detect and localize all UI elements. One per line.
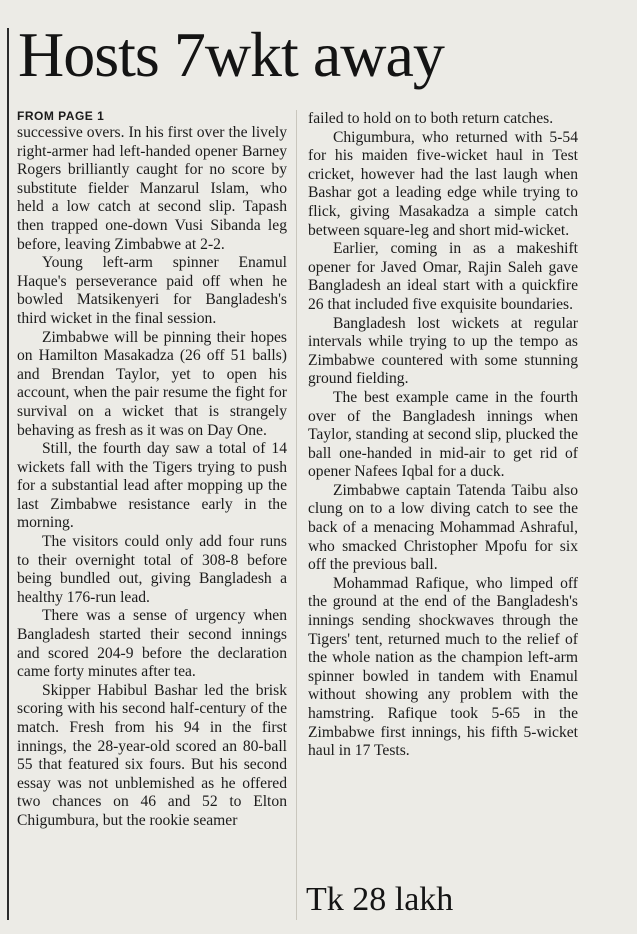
paragraph: Chigumbura, who returned with 5-54 for his maiden five-wicket haul in Test cricket, however had the last laugh when Bashar got a leading edge while trying to flick, giving Masakadza a simple catch between square-leg and short mid-wicket. — [308, 128, 578, 239]
article-column-right — [308, 110, 578, 761]
column-rule — [7, 28, 9, 920]
paragraph: Still, the fourth day saw a total of 14 wickets fall with the Tigers trying to push for a substantial lead after mopping up the last Zimbabwe resistance early in the morning. — [17, 440, 287, 532]
paragraph: Zimbabwe will be pinning their hopes on Hamilton Masakadza (26 off 51 balls) and Brendan Taylor, yet to open his account, when the pair resume the fight for survival on a wicket that is strangely behaving as fresh as it was on Day One. — [17, 328, 287, 439]
paragraph: Young left-arm spinner Enamul Haque's perseverance paid off when he bowled Matsikenyeri for Bangladesh's third wicket in the final session. — [17, 254, 287, 327]
paragraph: The best example came in the fourth over of the Bangladesh innings when Taylor, standing at second slip, plucked the ball one-handed in mid-air to get rid of opener Nafees Iqbal for a duck. — [308, 388, 578, 481]
article-headline: Hosts 7wkt away — [18, 19, 444, 90]
article-column-left — [17, 108, 287, 831]
paragraph: There was a sense of urgency when Bangladesh started their second innings and scored 204-9 before the declaration came forty minutes after tea. — [17, 607, 287, 681]
paragraph: Bangladesh lost wickets at regular intervals while trying to up the tempo as Zimbabwe countered with some stunning ground fielding. — [308, 314, 578, 388]
paragraph: Zimbabwe captain Tatenda Taibu also clung on to a low diving catch to see the back of a menacing Mohammad Ashraful, who smacked Christopher Mpofu for six off the previous ball. — [308, 481, 578, 574]
paragraph: Skipper Habibul Bashar led the brisk scoring with his second half-century of the match. Fresh from his 94 in the first innings, the 28-year-old scored an 80-ball 55 that featured six fours. But his second essay was not unblemished as he offered two chances on 46 and 52 to Elton Chigumbura, but the rookie seamer — [17, 681, 287, 829]
continuation-kicker: FROM PAGE 1 — [17, 109, 105, 123]
paragraph: Mohammad Rafique, who limped off the ground at the end of the Bangladesh's innings sending shockwaves through the Tigers' tent, returned much to the relief of the whole nation as the champion left-arm spinner bowled in tandem with Enamul without showing any problem with the hamstring. Rafique took 5-65 in the Zimbabwe first innings, his fifth 5-wicket haul in 17 Tests. — [308, 574, 578, 760]
paragraph: Earlier, coming in as a makeshift opener for Javed Omar, Rajin Saleh gave Bangladesh an ideal start with a quickfire 26 that included five exquisite boundaries. — [308, 240, 578, 313]
paragraph: successive overs. In his first over the lively right-armer had left-handed opener Barney Rogers brilliantly caught for no score by substitute fielder Manzarul Islam, who held a low catch at second slip. Tapash then trapped one-down Vusi Sibanda leg before, leaving Zimbabwe at 2-2. — [17, 124, 287, 253]
paragraph: The visitors could only add four runs to their overnight total of 308-8 before being bundled out, giving Bangladesh a healthy 176-run lead. — [17, 533, 287, 606]
column-divider — [296, 110, 297, 920]
paragraph: failed to hold on to both return catches. — [308, 110, 554, 127]
next-article-headline: Tk 28 lakh — [306, 881, 454, 918]
